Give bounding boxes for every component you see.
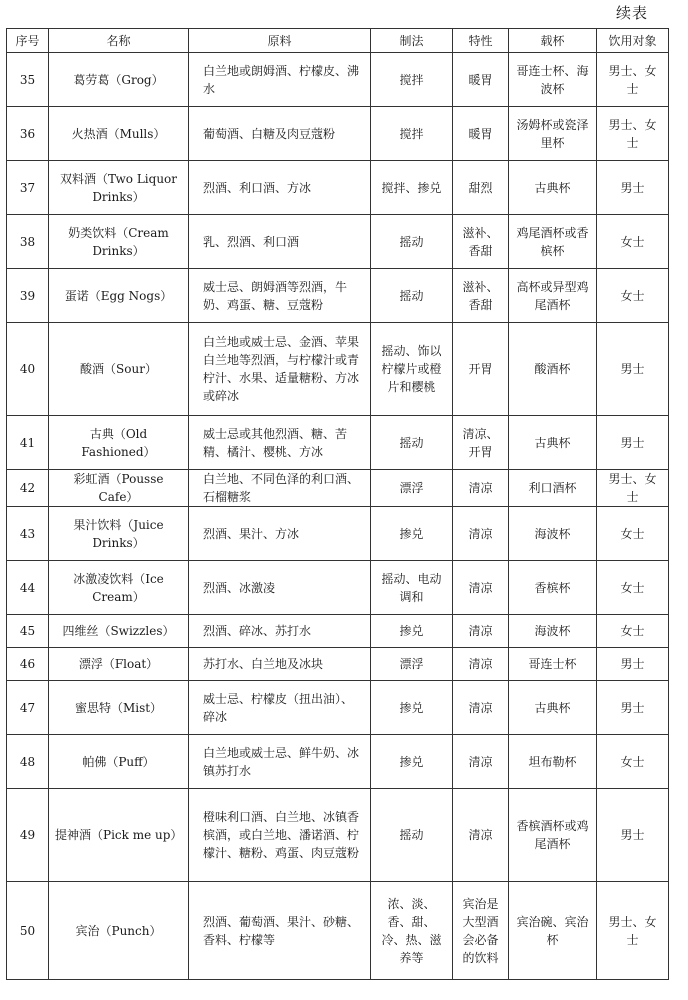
- cell-index: 37: [7, 161, 49, 215]
- cell-ingredients: 苏打水、白兰地及冰块: [189, 648, 371, 681]
- cell-ingredients: 烈酒、果汁、方冰: [189, 507, 371, 561]
- cell-index: 49: [7, 789, 49, 882]
- cell-ingredients: 白兰地或威士忌、鲜牛奶、冰镇苏打水: [189, 735, 371, 789]
- cell-name: 四维丝（Swizzles）: [49, 615, 189, 648]
- cell-audience: 男士、女士: [597, 882, 669, 980]
- table-row: [7, 507, 669, 561]
- cell-index: 36: [7, 107, 49, 161]
- table-row: [7, 615, 669, 648]
- cell-method: 摇动、电动调和: [371, 561, 453, 615]
- cell-name: 火热酒（Mulls）: [49, 107, 189, 161]
- header-index: 序号: [7, 29, 49, 53]
- cell-glass: 利口酒杯: [509, 470, 597, 507]
- cell-index: 48: [7, 735, 49, 789]
- header-character: 特性: [453, 29, 509, 53]
- cell-character: 甜烈: [453, 161, 509, 215]
- cell-method: 漂浮: [371, 470, 453, 507]
- cell-method: 浓、淡、香、甜、冷、热、滋养等: [371, 882, 453, 980]
- cell-glass: 哥连士杯、海波杯: [509, 53, 597, 107]
- table-row: [7, 161, 669, 215]
- cell-name: 双料酒（Two Liquor Drinks）: [49, 161, 189, 215]
- cell-ingredients: 白兰地、不同色泽的利口酒、石榴糖浆: [189, 470, 371, 507]
- cell-glass: 古典杯: [509, 416, 597, 470]
- cell-method: 搅拌: [371, 53, 453, 107]
- cell-glass: 古典杯: [509, 161, 597, 215]
- cell-character: 清凉: [453, 615, 509, 648]
- header-ingredients: 原料: [189, 29, 371, 53]
- cell-character: 清凉、开胃: [453, 416, 509, 470]
- cell-character: 宾治是大型酒会必备的饮料: [453, 882, 509, 980]
- cell-name: 彩虹酒（Pousse Cafe）: [49, 470, 189, 507]
- cell-glass: 海波杯: [509, 507, 597, 561]
- cell-index: 50: [7, 882, 49, 980]
- cell-method: 掺兑: [371, 735, 453, 789]
- cell-audience: 男士、女士: [597, 107, 669, 161]
- cell-name: 冰激凌饮料（Ice Cream）: [49, 561, 189, 615]
- cell-index: 45: [7, 615, 49, 648]
- table-row: [7, 107, 669, 161]
- cell-audience: 女士: [597, 561, 669, 615]
- table-row: [7, 269, 669, 323]
- cell-audience: 男士: [597, 681, 669, 735]
- cell-audience: 男士: [597, 789, 669, 882]
- cell-index: 43: [7, 507, 49, 561]
- cell-character: 清凉: [453, 648, 509, 681]
- cell-ingredients: 烈酒、碎冰、苏打水: [189, 615, 371, 648]
- cell-character: 暖胃: [453, 107, 509, 161]
- cell-glass: 鸡尾酒杯或香槟杯: [509, 215, 597, 269]
- cell-method: 掺兑: [371, 681, 453, 735]
- cell-ingredients: 葡萄酒、白糖及肉豆蔻粉: [189, 107, 371, 161]
- cell-name: 提神酒（Pick me up）: [49, 789, 189, 882]
- cell-ingredients: 威士忌、朗姆酒等烈酒，牛奶、鸡蛋、糖、豆蔻粉: [189, 269, 371, 323]
- cell-index: 39: [7, 269, 49, 323]
- cell-name: 酸酒（Sour）: [49, 323, 189, 416]
- cell-glass: 宾治碗、宾治杯: [509, 882, 597, 980]
- cell-name: 蛋诺（Egg Nogs）: [49, 269, 189, 323]
- cell-audience: 女士: [597, 615, 669, 648]
- cell-ingredients: 威士忌或其他烈酒、糖、苦精、橘汁、樱桃、方冰: [189, 416, 371, 470]
- cell-name: 果汁饮料（Juice Drinks）: [49, 507, 189, 561]
- cell-name: 葛劳葛（Grog）: [49, 53, 189, 107]
- cell-name: 古典（Old Fashioned）: [49, 416, 189, 470]
- table-row: [7, 561, 669, 615]
- cell-ingredients: 烈酒、葡萄酒、果汁、砂糖、香料、柠檬等: [189, 882, 371, 980]
- cell-method: 掺兑: [371, 615, 453, 648]
- cell-character: 清凉: [453, 735, 509, 789]
- cell-method: 摇动: [371, 416, 453, 470]
- table-row: [7, 789, 669, 882]
- cell-name: 帕佛（Puff）: [49, 735, 189, 789]
- cell-index: 44: [7, 561, 49, 615]
- cell-name: 奶类饮料（Cream Drinks）: [49, 215, 189, 269]
- cell-character: 清凉: [453, 681, 509, 735]
- cell-glass: 古典杯: [509, 681, 597, 735]
- table-row: [7, 648, 669, 681]
- cell-glass: 香槟酒杯或鸡尾酒杯: [509, 789, 597, 882]
- cell-method: 搅拌、掺兑: [371, 161, 453, 215]
- cell-ingredients: 白兰地或朗姆酒、柠檬皮、沸水: [189, 53, 371, 107]
- cell-character: 滋补、香甜: [453, 215, 509, 269]
- cell-audience: 女士: [597, 269, 669, 323]
- cell-character: 开胃: [453, 323, 509, 416]
- table-row: [7, 882, 669, 980]
- cell-method: 漂浮: [371, 648, 453, 681]
- cell-index: 35: [7, 53, 49, 107]
- cell-index: 38: [7, 215, 49, 269]
- cell-character: 清凉: [453, 789, 509, 882]
- cell-glass: 香槟杯: [509, 561, 597, 615]
- cell-ingredients: 乳、烈酒、利口酒: [189, 215, 371, 269]
- header-name: 名称: [49, 29, 189, 53]
- table-row: [7, 681, 669, 735]
- cell-method: 摇动: [371, 269, 453, 323]
- table-row: [7, 416, 669, 470]
- cell-audience: 男士: [597, 161, 669, 215]
- cell-audience: 女士: [597, 507, 669, 561]
- cell-audience: 男士、女士: [597, 53, 669, 107]
- cell-method: 摇动: [371, 789, 453, 882]
- cell-method: 摇动、饰以柠檬片或橙片和樱桃: [371, 323, 453, 416]
- cell-audience: 女士: [597, 735, 669, 789]
- cell-glass: 汤姆杯或瓷泽里杯: [509, 107, 597, 161]
- cell-method: 摇动: [371, 215, 453, 269]
- cell-audience: 男士: [597, 648, 669, 681]
- table-header-row: [7, 29, 669, 53]
- header-audience: 饮用对象: [597, 29, 669, 53]
- cell-ingredients: 烈酒、冰激凌: [189, 561, 371, 615]
- table-row: [7, 215, 669, 269]
- cell-ingredients: 烈酒、利口酒、方冰: [189, 161, 371, 215]
- cell-glass: 海波杯: [509, 615, 597, 648]
- cell-ingredients: 威士忌、柠檬皮（扭出油）、碎冰: [189, 681, 371, 735]
- cell-glass: 酸酒杯: [509, 323, 597, 416]
- table-row: [7, 323, 669, 416]
- cell-method: 掺兑: [371, 507, 453, 561]
- cell-character: 滋补、香甜: [453, 269, 509, 323]
- header-glass: 载杯: [509, 29, 597, 53]
- cell-ingredients: 橙味利口酒、白兰地、冰镇香槟酒，或白兰地、潘诺酒、柠檬汁、糖粉、鸡蛋、肉豆蔻粉: [189, 789, 371, 882]
- cell-audience: 男士、女士: [597, 470, 669, 507]
- table-row: [7, 53, 669, 107]
- cell-method: 搅拌: [371, 107, 453, 161]
- cell-name: 蜜思特（Mist）: [49, 681, 189, 735]
- cell-glass: 坦布勒杯: [509, 735, 597, 789]
- table-row: [7, 470, 669, 507]
- cell-audience: 女士: [597, 215, 669, 269]
- table-row: [7, 735, 669, 789]
- cell-index: 41: [7, 416, 49, 470]
- cell-glass: 哥连士杯: [509, 648, 597, 681]
- cell-audience: 男士: [597, 323, 669, 416]
- cell-character: 清凉: [453, 561, 509, 615]
- cell-character: 清凉: [453, 470, 509, 507]
- cell-name: 宾治（Punch）: [49, 882, 189, 980]
- cocktail-table: [6, 28, 669, 980]
- cell-glass: 高杯或异型鸡尾酒杯: [509, 269, 597, 323]
- cell-index: 47: [7, 681, 49, 735]
- cell-audience: 男士: [597, 416, 669, 470]
- cell-index: 46: [7, 648, 49, 681]
- header-method: 制法: [371, 29, 453, 53]
- cell-index: 40: [7, 323, 49, 416]
- cell-name: 漂浮（Float）: [49, 648, 189, 681]
- table-caption: 续表: [615, 4, 648, 22]
- cell-ingredients: 白兰地或威士忌、金酒、苹果白兰地等烈酒，与柠檬汁或青柠汁、水果、适量糖粉、方冰或碎冰: [189, 323, 371, 416]
- cell-index: 42: [7, 470, 49, 507]
- cell-character: 暖胃: [453, 53, 509, 107]
- cell-character: 清凉: [453, 507, 509, 561]
